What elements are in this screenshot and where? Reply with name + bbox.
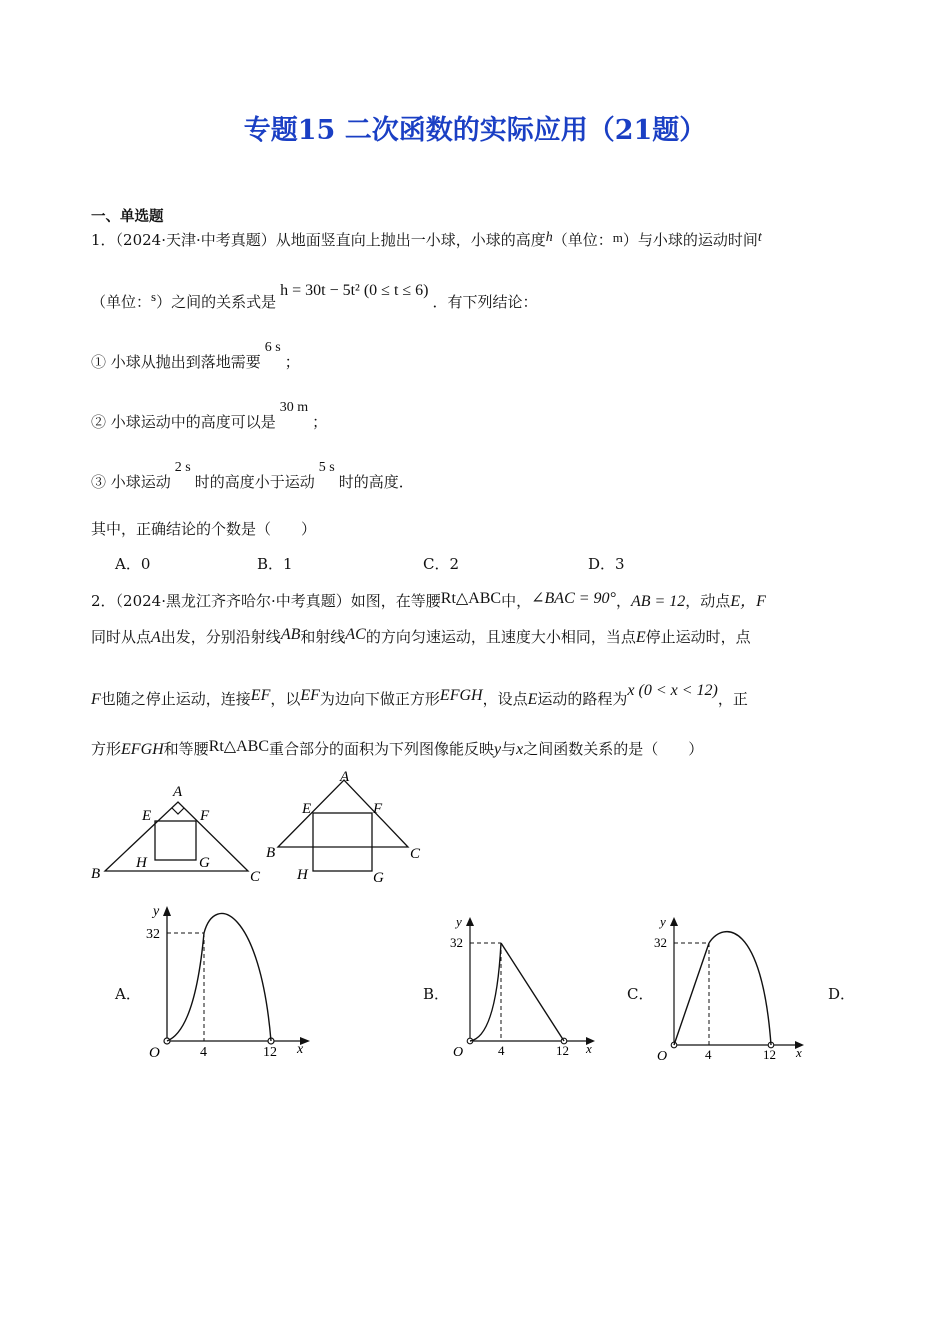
ab-12: AB = 12: [630, 593, 686, 610]
pt-f: F: [91, 691, 101, 708]
label-e: E: [142, 808, 152, 824]
q2-line2: [91, 626, 751, 647]
s2-value: 30 m: [279, 400, 309, 415]
ray-ab: AB: [280, 626, 301, 643]
label-a: A: [173, 784, 183, 800]
var-x: x: [516, 741, 524, 758]
s3-value2: 5 s: [318, 460, 335, 475]
figure-triangle-outer-square: [262, 766, 432, 888]
q2-line1: [91, 588, 766, 611]
x-label: x: [796, 1045, 802, 1060]
square-efgh-2: EFGH: [121, 741, 164, 758]
q2-l2e: 停止运动时，点: [645, 628, 751, 646]
q1-statement-1: [91, 340, 300, 372]
label-h: H: [136, 855, 147, 871]
q2-l2b: 出发，分别沿射线: [160, 628, 281, 646]
origin-label: O: [657, 1049, 668, 1064]
tick-12: 12: [556, 1043, 569, 1058]
label-h-2: H: [297, 867, 308, 883]
s1-post: ；: [284, 353, 300, 371]
unit-s: s: [151, 289, 157, 304]
q2-line3: [91, 682, 748, 709]
q1-statement-3: [91, 460, 414, 492]
q1-text-after: ．有下列结论：: [432, 293, 538, 311]
curve-seg-1: [167, 933, 204, 1041]
q1-number: 1．: [91, 231, 116, 249]
label-g-2: G: [373, 870, 384, 886]
s2-text: ② 小球运动中的高度可以是: [91, 413, 276, 431]
s3-post: 时的高度．: [338, 473, 414, 491]
curve-seg-2: [709, 932, 771, 1045]
rt-abc: Rt△ABC: [440, 590, 502, 607]
pt-e-2: E: [527, 691, 538, 708]
q1-source: （2024·天津·中考真题）从地面竖直向上抛出一小球，小球的高度: [115, 231, 546, 249]
q2-number: 2．: [91, 592, 116, 610]
pts-ef: E，F: [730, 593, 766, 610]
x-label: x: [586, 1041, 592, 1056]
line-seg-1: [674, 943, 709, 1045]
label-c-2: C: [410, 846, 421, 862]
q2-l4c: 重合部分的面积为下列图像能反映: [269, 740, 495, 758]
ray-ac: AC: [345, 626, 366, 643]
y-label: y: [153, 904, 160, 919]
q2-l3b: ，以: [270, 690, 301, 708]
unit-m: m: [612, 230, 623, 245]
tick-4: 4: [200, 1045, 207, 1060]
origin-label: O: [453, 1045, 464, 1060]
graph-option-c: [652, 912, 812, 1064]
q2-l1c: ，动点: [685, 592, 731, 610]
y-label: y: [456, 914, 462, 929]
figure-triangle-inner-square: [85, 780, 265, 890]
q2-l4a: 方形: [91, 740, 122, 758]
q1-option-c[interactable]: C．2: [423, 555, 460, 573]
label-g: G: [199, 855, 210, 871]
var-y: y: [494, 741, 502, 758]
label-b-2: B: [266, 845, 276, 861]
origin-label: O: [149, 1045, 160, 1061]
square-efgh-shape: [155, 821, 196, 860]
square-efgh: EFGH: [439, 687, 483, 704]
graph-option-b: [448, 912, 603, 1062]
q2-l4e: 之间函数关系的是（ ）: [523, 740, 704, 758]
tick-32: 32: [654, 935, 667, 950]
tick-4: 4: [705, 1047, 712, 1062]
q1-unit-label2: （单位：: [91, 293, 152, 311]
tick-12: 12: [763, 1047, 776, 1062]
q2-l3e: 运动的路程为: [537, 690, 628, 708]
seg-ef: EF: [250, 687, 271, 704]
q2-l3d: ，设点: [482, 690, 528, 708]
q1-question: 其中，正确结论的个数是（ ）: [91, 520, 317, 538]
y-axis-arrow: [670, 917, 678, 926]
q2-l4b: 和等腰: [163, 740, 209, 758]
tick-32: 32: [450, 935, 463, 950]
q2-line4: [91, 738, 703, 759]
pt-a: A: [151, 629, 161, 646]
q1-unit-label1: （单位：: [552, 231, 613, 249]
q1-line1: [91, 229, 762, 250]
tick-4: 4: [498, 1043, 505, 1058]
q1-statement-2: [91, 400, 328, 432]
s3-text: ③ 小球运动: [91, 473, 171, 491]
angle-bac: ∠BAC = 90°: [531, 590, 616, 607]
tick-12: 12: [263, 1045, 277, 1060]
q2-l4d: 与: [501, 740, 517, 758]
tick-32: 32: [146, 927, 160, 942]
graph-option-a: [140, 900, 315, 1065]
q1-line2: [91, 282, 538, 312]
q2-l1b: 中，: [501, 592, 532, 610]
x-label: x: [297, 1042, 304, 1057]
square-efgh-shape-2: [313, 813, 372, 871]
q2-option-c[interactable]: C．: [627, 985, 654, 1003]
q2-l2c: 和射线: [300, 628, 346, 646]
label-a-2: A: [340, 769, 350, 785]
curve-seg-1: [470, 943, 501, 1041]
q1-formula: h = 30t − 5t² (0 ≤ t ≤ 6): [280, 282, 429, 299]
page-title: 专题15 二次函数的实际应用（21题）: [243, 115, 707, 146]
curve-seg-2: [204, 913, 271, 1041]
s3-value1: 2 s: [174, 460, 191, 475]
label-f: F: [200, 808, 210, 824]
line-seg-2: [501, 943, 564, 1041]
s3-mid: 时的高度小于运动: [194, 473, 315, 491]
q1-text-rel: ）之间的关系式是: [156, 293, 277, 311]
s1-value: 6 s: [264, 340, 281, 355]
q2-l2a: 同时从点: [91, 628, 152, 646]
x-range: x (0 < x < 12): [627, 682, 718, 699]
var-h: h: [545, 230, 553, 245]
seg-ef-2: EF: [300, 687, 320, 704]
y-axis-arrow: [466, 917, 474, 926]
q1-text-time: ）与小球的运动时间: [622, 231, 758, 249]
q1-option-b[interactable]: B．1: [257, 555, 293, 573]
q2-l3f: ，正: [717, 690, 748, 708]
q2-option-d[interactable]: D．: [828, 985, 856, 1003]
q1-option-d[interactable]: D．3: [588, 555, 625, 573]
q2-l3a: 也随之停止运动，连接: [100, 690, 251, 708]
rt-abc-2: Rt△ABC: [208, 738, 270, 755]
q2-option-a[interactable]: A．: [115, 985, 141, 1003]
s1-text: ① 小球从抛出到落地需要: [91, 353, 261, 371]
pt-e: E: [635, 629, 646, 646]
q2-l2d: 的方向匀速运动，且速度大小相同，当点: [365, 628, 636, 646]
section-heading: 一、单选题: [91, 208, 164, 225]
label-c: C: [250, 869, 261, 885]
q2-l1a: （2024·黑龙江齐齐哈尔·中考真题）如图，在等腰: [115, 592, 441, 610]
q2-l3c: 为边向下做正方形: [319, 690, 440, 708]
y-axis-arrow: [163, 906, 171, 916]
label-f-2: F: [373, 801, 383, 817]
q2-comma: ，: [615, 592, 631, 610]
var-t: t: [757, 230, 762, 245]
q1-option-a[interactable]: A．0: [115, 555, 151, 573]
s2-post: ；: [312, 413, 328, 431]
q2-option-b[interactable]: B．: [423, 985, 450, 1003]
label-b: B: [91, 866, 101, 882]
right-angle-mark: [172, 808, 184, 814]
y-label: y: [660, 914, 666, 929]
label-e-2: E: [302, 801, 312, 817]
